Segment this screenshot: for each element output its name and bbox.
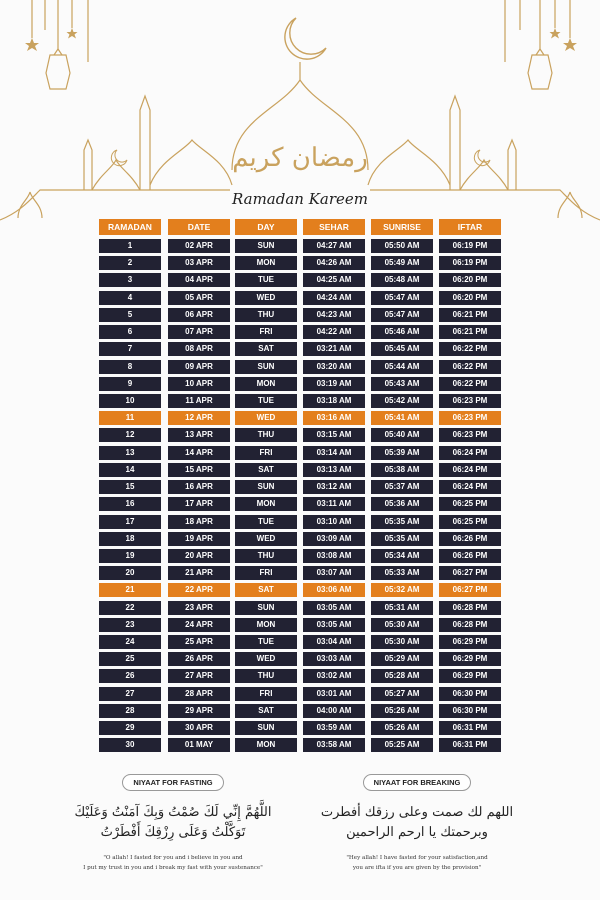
niyaat-fasting-translation-line-2: I put my trust in you and i break my fast with your sustenance" bbox=[83, 865, 263, 871]
cell-ramadan: 15 bbox=[99, 480, 161, 494]
cell-iftar: 06:22 PM bbox=[439, 342, 501, 356]
cell-sehar: 03:05 AM bbox=[303, 618, 365, 632]
cell-date: 24 APR bbox=[168, 618, 230, 632]
cell-date: 21 APR bbox=[168, 566, 230, 580]
cell-iftar: 06:28 PM bbox=[439, 601, 501, 615]
cell-ramadan: 20 bbox=[99, 566, 161, 580]
cell-date: 14 APR bbox=[168, 446, 230, 460]
cell-sehar: 04:26 AM bbox=[303, 256, 365, 270]
cell-iftar: 06:27 PM bbox=[439, 566, 501, 580]
cell-date: 15 APR bbox=[168, 463, 230, 477]
cell-day: SUN bbox=[235, 480, 297, 494]
cell-day: TUE bbox=[235, 273, 297, 287]
cell-sehar: 03:59 AM bbox=[303, 721, 365, 735]
cell-iftar: 06:25 PM bbox=[439, 515, 501, 529]
niyaat-fasting-section bbox=[58, 772, 288, 873]
cell-sehar: 03:04 AM bbox=[303, 635, 365, 649]
cell-sunrise: 05:44 AM bbox=[371, 360, 433, 374]
niyaat-breaking-translation-line-1: "Hey allah! I have fasted for your satisfaction,and bbox=[346, 855, 488, 861]
cell-ramadan: 22 bbox=[99, 601, 161, 615]
cell-ramadan: 28 bbox=[99, 704, 161, 718]
cell-sunrise: 05:39 AM bbox=[371, 446, 433, 460]
cell-date: 27 APR bbox=[168, 669, 230, 683]
cell-sehar: 03:20 AM bbox=[303, 360, 365, 374]
cell-iftar: 06:22 PM bbox=[439, 360, 501, 374]
cell-date: 01 MAY bbox=[168, 738, 230, 752]
column-header-iftar: IFTAR bbox=[439, 219, 501, 235]
cell-sunrise: 05:47 AM bbox=[371, 308, 433, 322]
cell-day: THU bbox=[235, 549, 297, 563]
column-header-day: DAY bbox=[235, 219, 297, 235]
cell-date: 22 APR bbox=[168, 583, 230, 597]
cell-iftar: 06:22 PM bbox=[439, 377, 501, 391]
cell-sunrise: 05:35 AM bbox=[371, 532, 433, 546]
cell-day: SUN bbox=[235, 721, 297, 735]
cell-ramadan: 9 bbox=[99, 377, 161, 391]
cell-sunrise: 05:26 AM bbox=[371, 721, 433, 735]
cell-day: SAT bbox=[235, 704, 297, 718]
cell-iftar: 06:29 PM bbox=[439, 669, 501, 683]
cell-date: 07 APR bbox=[168, 325, 230, 339]
cell-date: 05 APR bbox=[168, 291, 230, 305]
cell-iftar: 06:23 PM bbox=[439, 428, 501, 442]
cell-day: WED bbox=[235, 652, 297, 666]
niyaat-fasting-translation-line-1: "O allah! I fasted for you and i believe in you and bbox=[103, 855, 243, 861]
cell-sunrise: 05:48 AM bbox=[371, 273, 433, 287]
cell-day: THU bbox=[235, 308, 297, 322]
cell-day: TUE bbox=[235, 635, 297, 649]
cell-date: 08 APR bbox=[168, 342, 230, 356]
cell-day: MON bbox=[235, 618, 297, 632]
cell-sunrise: 05:26 AM bbox=[371, 704, 433, 718]
cell-iftar: 06:21 PM bbox=[439, 308, 501, 322]
cell-sunrise: 05:25 AM bbox=[371, 738, 433, 752]
cell-ramadan: 4 bbox=[99, 291, 161, 305]
cell-day: THU bbox=[235, 669, 297, 683]
cell-sehar: 03:08 AM bbox=[303, 549, 365, 563]
niyaat-fasting-label: NIYAAT FOR FASTING bbox=[122, 774, 223, 791]
cell-day: FRI bbox=[235, 325, 297, 339]
cell-sunrise: 05:49 AM bbox=[371, 256, 433, 270]
cell-day: SUN bbox=[235, 360, 297, 374]
cell-date: 09 APR bbox=[168, 360, 230, 374]
column-sehar bbox=[303, 219, 365, 756]
cell-iftar: 06:30 PM bbox=[439, 704, 501, 718]
cell-ramadan: 2 bbox=[99, 256, 161, 270]
cell-iftar: 06:29 PM bbox=[439, 652, 501, 666]
column-day bbox=[235, 219, 297, 756]
niyaat-breaking-label: NIYAAT FOR BREAKING bbox=[363, 774, 472, 791]
cell-ramadan: 16 bbox=[99, 497, 161, 511]
cell-day: SUN bbox=[235, 601, 297, 615]
cell-sehar: 04:24 AM bbox=[303, 291, 365, 305]
cell-date: 30 APR bbox=[168, 721, 230, 735]
cell-sehar: 03:13 AM bbox=[303, 463, 365, 477]
cell-date: 13 APR bbox=[168, 428, 230, 442]
cell-date: 29 APR bbox=[168, 704, 230, 718]
cell-iftar: 06:19 PM bbox=[439, 239, 501, 253]
cell-sehar: 04:23 AM bbox=[303, 308, 365, 322]
cell-sunrise: 05:38 AM bbox=[371, 463, 433, 477]
cell-day: SAT bbox=[235, 463, 297, 477]
cell-sunrise: 05:46 AM bbox=[371, 325, 433, 339]
cell-iftar: 06:24 PM bbox=[439, 480, 501, 494]
cell-iftar: 06:30 PM bbox=[439, 687, 501, 701]
cell-sehar: 03:05 AM bbox=[303, 601, 365, 615]
cell-ramadan: 26 bbox=[99, 669, 161, 683]
cell-iftar: 06:24 PM bbox=[439, 446, 501, 460]
cell-sunrise: 05:35 AM bbox=[371, 515, 433, 529]
cell-date: 23 APR bbox=[168, 601, 230, 615]
cell-sehar: 03:10 AM bbox=[303, 515, 365, 529]
cell-ramadan: 24 bbox=[99, 635, 161, 649]
cell-ramadan: 6 bbox=[99, 325, 161, 339]
cell-ramadan: 23 bbox=[99, 618, 161, 632]
cell-sehar: 04:27 AM bbox=[303, 239, 365, 253]
cell-sunrise: 05:36 AM bbox=[371, 497, 433, 511]
niyaat-breaking-translation bbox=[302, 853, 532, 873]
cell-sehar: 03:07 AM bbox=[303, 566, 365, 580]
cell-iftar: 06:20 PM bbox=[439, 291, 501, 305]
cell-sehar: 04:00 AM bbox=[303, 704, 365, 718]
cell-ramadan: 3 bbox=[99, 273, 161, 287]
cell-day: SAT bbox=[235, 342, 297, 356]
cell-sunrise: 05:33 AM bbox=[371, 566, 433, 580]
cell-ramadan: 19 bbox=[99, 549, 161, 563]
cell-sehar: 03:09 AM bbox=[303, 532, 365, 546]
niyaat-breaking-section bbox=[302, 772, 532, 873]
cell-ramadan: 29 bbox=[99, 721, 161, 735]
niyaat-breaking-arabic: اللهم لك صمت وعلى رزقك أفطرت وبرحمتك يا ارحم الراحمين bbox=[320, 805, 514, 840]
cell-sehar: 03:03 AM bbox=[303, 652, 365, 666]
cell-sunrise: 05:34 AM bbox=[371, 549, 433, 563]
cell-iftar: 06:29 PM bbox=[439, 635, 501, 649]
cell-day: WED bbox=[235, 411, 297, 425]
cell-ramadan: 13 bbox=[99, 446, 161, 460]
cell-sunrise: 05:43 AM bbox=[371, 377, 433, 391]
cell-iftar: 06:25 PM bbox=[439, 497, 501, 511]
cell-sehar: 03:06 AM bbox=[303, 583, 365, 597]
cell-sehar: 03:58 AM bbox=[303, 738, 365, 752]
cell-sunrise: 05:50 AM bbox=[371, 239, 433, 253]
cell-sehar: 03:14 AM bbox=[303, 446, 365, 460]
cell-ramadan: 30 bbox=[99, 738, 161, 752]
cell-ramadan: 10 bbox=[99, 394, 161, 408]
cell-iftar: 06:19 PM bbox=[439, 256, 501, 270]
cell-sehar: 04:25 AM bbox=[303, 273, 365, 287]
cell-sunrise: 05:27 AM bbox=[371, 687, 433, 701]
cell-ramadan: 27 bbox=[99, 687, 161, 701]
column-sunrise bbox=[371, 219, 433, 756]
cell-ramadan: 25 bbox=[99, 652, 161, 666]
cell-day: SAT bbox=[235, 583, 297, 597]
cell-sunrise: 05:32 AM bbox=[371, 583, 433, 597]
cell-date: 19 APR bbox=[168, 532, 230, 546]
cell-iftar: 06:23 PM bbox=[439, 394, 501, 408]
cell-sehar: 03:19 AM bbox=[303, 377, 365, 391]
cell-date: 04 APR bbox=[168, 273, 230, 287]
cell-day: TUE bbox=[235, 394, 297, 408]
column-header-sehar: SEHAR bbox=[303, 219, 365, 235]
cell-day: FRI bbox=[235, 566, 297, 580]
cell-iftar: 06:24 PM bbox=[439, 463, 501, 477]
cell-sehar: 03:02 AM bbox=[303, 669, 365, 683]
column-header-date: DATE bbox=[168, 219, 230, 235]
cell-day: MON bbox=[235, 377, 297, 391]
column-date bbox=[168, 219, 230, 756]
column-iftar bbox=[439, 219, 501, 756]
cell-day: TUE bbox=[235, 515, 297, 529]
cell-ramadan: 12 bbox=[99, 428, 161, 442]
cell-ramadan: 8 bbox=[99, 360, 161, 374]
cell-sunrise: 05:40 AM bbox=[371, 428, 433, 442]
cell-date: 16 APR bbox=[168, 480, 230, 494]
cell-iftar: 06:28 PM bbox=[439, 618, 501, 632]
cell-day: SUN bbox=[235, 239, 297, 253]
cell-day: MON bbox=[235, 738, 297, 752]
cell-iftar: 06:27 PM bbox=[439, 583, 501, 597]
niyaat-fasting-translation bbox=[58, 853, 288, 873]
cell-sunrise: 05:42 AM bbox=[371, 394, 433, 408]
cell-ramadan: 11 bbox=[99, 411, 161, 425]
niyaat-fasting-arabic: اللَّهُمَّ إِنِّي لَكَ صُمْتُ وَبِكَ آمَنْتُ وَعَلَيْكَ تَوَكَّلْتُ وَعَلَى رِزْقِكَ أَفْطَرْتُ bbox=[74, 805, 272, 840]
cell-date: 12 APR bbox=[168, 411, 230, 425]
cell-sehar: 03:15 AM bbox=[303, 428, 365, 442]
cell-iftar: 06:21 PM bbox=[439, 325, 501, 339]
cell-day: MON bbox=[235, 256, 297, 270]
cell-ramadan: 5 bbox=[99, 308, 161, 322]
title-arabic-calligraphy: رمضان كريم bbox=[232, 143, 368, 173]
cell-sehar: 03:11 AM bbox=[303, 497, 365, 511]
cell-sehar: 03:01 AM bbox=[303, 687, 365, 701]
cell-sehar: 03:18 AM bbox=[303, 394, 365, 408]
cell-date: 26 APR bbox=[168, 652, 230, 666]
cell-sunrise: 05:28 AM bbox=[371, 669, 433, 683]
cell-sunrise: 05:31 AM bbox=[371, 601, 433, 615]
cell-date: 28 APR bbox=[168, 687, 230, 701]
cell-ramadan: 18 bbox=[99, 532, 161, 546]
cell-iftar: 06:31 PM bbox=[439, 721, 501, 735]
cell-day: THU bbox=[235, 428, 297, 442]
cell-sunrise: 05:37 AM bbox=[371, 480, 433, 494]
cell-date: 25 APR bbox=[168, 635, 230, 649]
cell-sunrise: 05:45 AM bbox=[371, 342, 433, 356]
cell-iftar: 06:26 PM bbox=[439, 549, 501, 563]
column-ramadan bbox=[99, 219, 161, 756]
cell-sunrise: 05:47 AM bbox=[371, 291, 433, 305]
cell-sehar: 03:12 AM bbox=[303, 480, 365, 494]
cell-iftar: 06:26 PM bbox=[439, 532, 501, 546]
cell-ramadan: 1 bbox=[99, 239, 161, 253]
cell-iftar: 06:31 PM bbox=[439, 738, 501, 752]
cell-sunrise: 05:30 AM bbox=[371, 618, 433, 632]
cell-sehar: 04:22 AM bbox=[303, 325, 365, 339]
cell-day: WED bbox=[235, 532, 297, 546]
cell-ramadan: 14 bbox=[99, 463, 161, 477]
cell-sunrise: 05:41 AM bbox=[371, 411, 433, 425]
title-english: Ramadan Kareem bbox=[231, 190, 369, 208]
cell-iftar: 06:23 PM bbox=[439, 411, 501, 425]
cell-date: 02 APR bbox=[168, 239, 230, 253]
cell-date: 17 APR bbox=[168, 497, 230, 511]
cell-sunrise: 05:29 AM bbox=[371, 652, 433, 666]
cell-date: 20 APR bbox=[168, 549, 230, 563]
cell-date: 06 APR bbox=[168, 308, 230, 322]
cell-sehar: 03:21 AM bbox=[303, 342, 365, 356]
cell-sunrise: 05:30 AM bbox=[371, 635, 433, 649]
cell-day: WED bbox=[235, 291, 297, 305]
niyaat-breaking-translation-line-2: you are ifta if you are given by the provision" bbox=[352, 865, 482, 871]
cell-sehar: 03:16 AM bbox=[303, 411, 365, 425]
column-header-ramadan: RAMADAN bbox=[99, 219, 161, 235]
cell-day: FRI bbox=[235, 687, 297, 701]
cell-iftar: 06:20 PM bbox=[439, 273, 501, 287]
cell-date: 11 APR bbox=[168, 394, 230, 408]
cell-date: 18 APR bbox=[168, 515, 230, 529]
cell-ramadan: 7 bbox=[99, 342, 161, 356]
cell-ramadan: 17 bbox=[99, 515, 161, 529]
cell-day: MON bbox=[235, 497, 297, 511]
cell-date: 03 APR bbox=[168, 256, 230, 270]
cell-ramadan: 21 bbox=[99, 583, 161, 597]
cell-date: 10 APR bbox=[168, 377, 230, 391]
cell-day: FRI bbox=[235, 446, 297, 460]
column-header-sunrise: SUNRISE bbox=[371, 219, 433, 235]
